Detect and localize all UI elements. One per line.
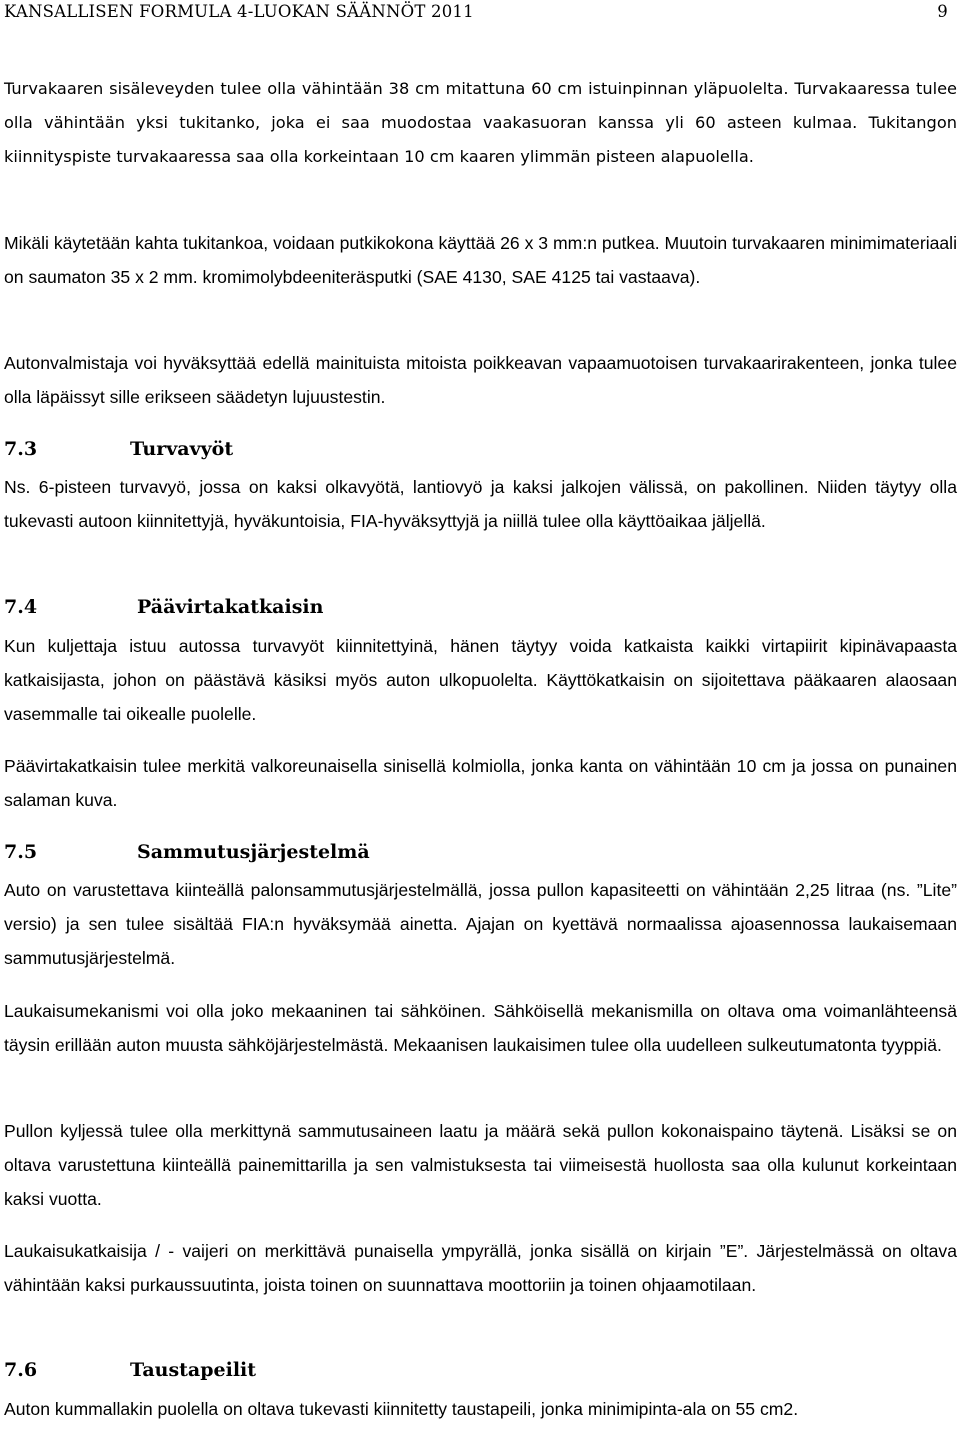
paragraph-master-switch-marking: Päävirtakatkaisin tulee merkitä valkoreunaisella sinisellä kolmiolla, jonka kanta on vähintään 10 cm ja jossa on punainen salaman kuva. — [4, 756, 957, 810]
heading-7-4 — [4, 592, 323, 622]
paragraph-rollbar-dimensions: Turvakaaren sisäleveyden tulee olla vähintään 38 cm mitattuna 60 cm istuinpinnan yläpuolelta. Turvakaaressa tulee olla vähintään yksi tukitanko, joka ei saa muodostaa vaakasuoran kanssa yli 60 asteen kulmaa. Tukitangon kiinnityspiste turvakaaressa saa olla korkeintaan 10 cm kaaren ylimmän pisteen alapuolella. — [4, 79, 957, 166]
paragraph-support-tubes: Mikäli käytetään kahta tukitankoa, voidaan putkikokona käyttää 26 x 3 mm:n putkea. Muutoin turvakaaren minimimateriaali on saumaton 35 x 2 mm. kromimolybdeeniteräsputki (SAE 4130, SAE 4125 tai vastaava). — [4, 233, 957, 287]
heading-7-3 — [4, 434, 233, 464]
paragraph-trigger-mechanism: Laukaisumekanismi voi olla joko mekaaninen tai sähköinen. Sähköisellä mekanismilla on oltava oma voimanlähteensä täysin erillään auton muusta sähköjärjestelmästä. Mekaanisen laukaisimen tulee olla uudelleen sulkeutumatonta tyyppiä. — [4, 1001, 957, 1055]
heading-title: Päävirtakatkaisin — [137, 596, 324, 618]
heading-title: Taustapeilit — [130, 1359, 257, 1381]
heading-7-5 — [4, 837, 370, 867]
paragraph-master-switch: Kun kuljettaja istuu autossa turvavyöt kiinnitettyinä, hänen täytyy voida katkaista kaikki virtapiirit kipinävapaasta katkaisijasta, johon on päästävä käsiksi myös auton ulkopuolelta. Käyttökatkaisin on sijoitettava pääkaaren alaosaan vasemmalle tai oikealle puolelle. — [4, 636, 957, 724]
heading-title: Turvavyöt — [130, 438, 234, 460]
heading-number: 7.6 — [4, 1359, 38, 1381]
heading-number: 7.3 — [4, 438, 38, 460]
paragraph-trigger-switch: Laukaisukatkaisija / - vaijeri on merkittävä punaisella ympyrällä, jonka sisällä on kirjain ”E”. Järjestelmässä on oltava vähintään kaksi purkaussuutinta, joista toinen on suunnattava moottoriin ja toinen ohjaamotilaan. — [4, 1241, 957, 1295]
paragraph-extinguisher-system: Auto on varustettava kiinteällä palonsammutusjärjestelmällä, jossa pullon kapasiteetti on vähintään 2,25 litraa (ns. ”Lite” versio) ja sen tulee sisältää FIA:n hyväksymää ainetta. Ajajan on kyettävä normaalissa ajoasennossa laukaisemaan sammutusjärjestelmä. — [4, 880, 957, 968]
heading-number: 7.4 — [4, 596, 38, 618]
page-number: 9 — [937, 2, 948, 21]
page-header — [4, 2, 957, 28]
heading-title: Sammutusjärjestelmä — [137, 841, 370, 863]
paragraph-mirrors: Auton kummallakin puolella on oltava tukevasti kiinnitetty taustapeili, jonka minimipinta-ala on 55 cm2. — [4, 1399, 799, 1419]
paragraph-seatbelts: Ns. 6-pisteen turvavyö, jossa on kaksi olkavyötä, lantiovyö ja kaksi jalkojen välissä, on pakollinen. Niiden täytyy olla tukevasti autoon kiinnitettyjä, hyväkuntoisia, FIA-hyväksyttyjä ja niillä tulee olla käyttöaikaa jäljellä. — [4, 477, 957, 531]
paragraph-bottle-marking: Pullon kyljessä tulee olla merkittynä sammutusaineen laatu ja määrä sekä pullon kokonaispaino täytenä. Lisäksi se on oltava varustettuna kiinteällä painemittarilla ja sen valmistuksesta tai viimeisestä huollosta saa olla kulunut korkeintaan kaksi vuotta. — [4, 1121, 957, 1209]
heading-7-6 — [4, 1355, 256, 1385]
document-title: KANSALLISEN FORMULA 4-LUOKAN SÄÄNNÖT 2011 — [4, 2, 474, 21]
paragraph-manufacturer-approval: Autonvalmistaja voi hyväksyttää edellä mainituista mitoista poikkeavan vapaamuotoisen turvakaarirakenteen, jonka tulee olla läpäissyt sille erikseen säädetyn lujuustestin. — [4, 353, 957, 407]
heading-number: 7.5 — [4, 841, 38, 863]
